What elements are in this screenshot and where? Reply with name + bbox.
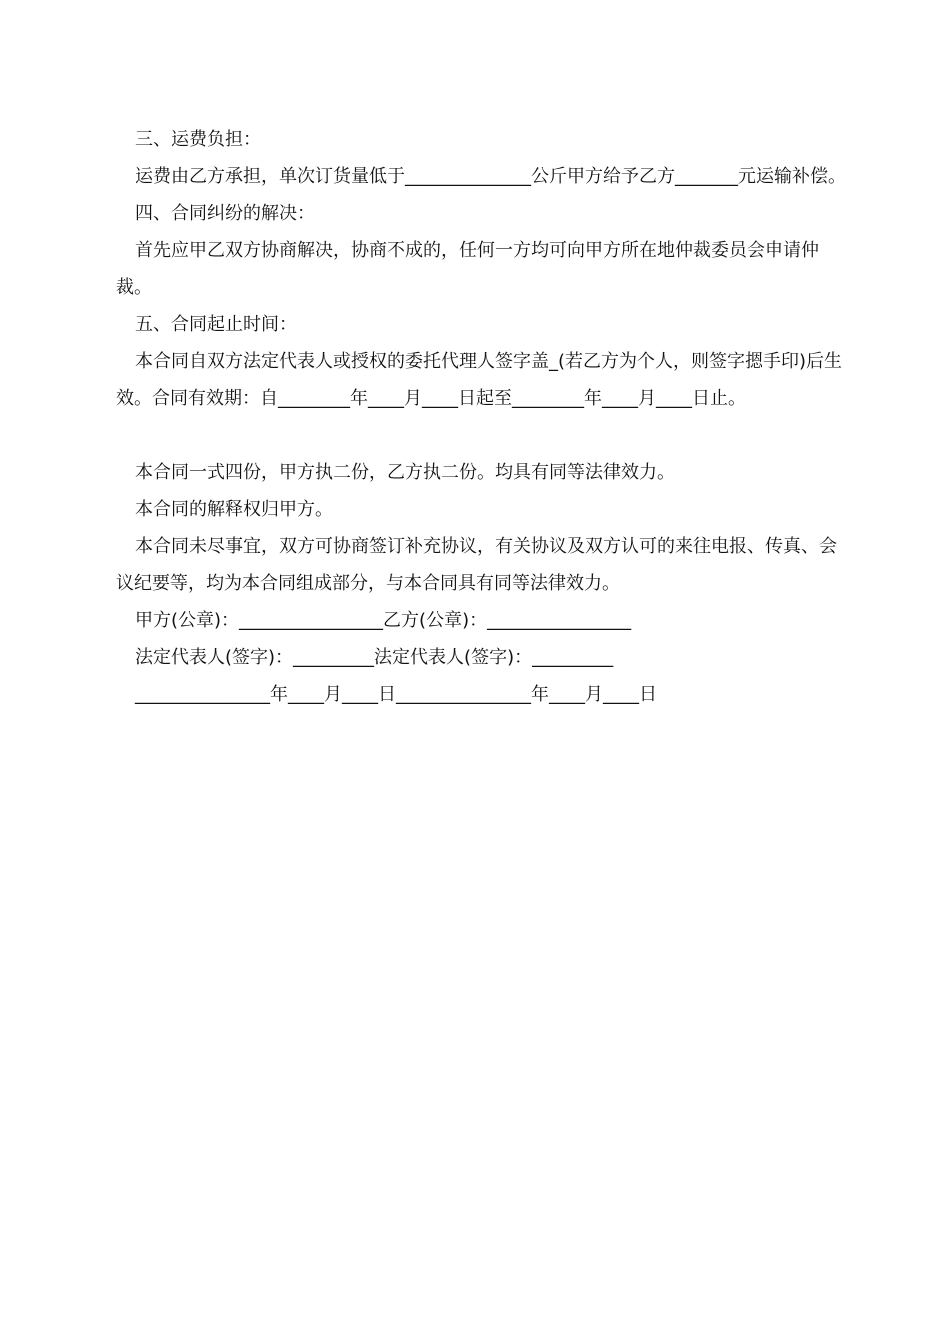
supplement-clause: 本合同未尽事宜，双方可协商签订补充协议，有关协议及双方认可的来往电报、传真、会议纪要等，均为本合同组成部分，与本合同具有同等法律效力。 [116,536,837,594]
copies-clause: 本合同一式四份，甲方执二份，乙方执二份。均具有同等法律效力。 [135,462,675,483]
paragraph-gap [116,417,846,454]
document-content [116,121,846,713]
section-3-heading: 三、运费负担： [135,129,261,150]
section-4-body: 首先应甲乙双方协商解决，协商不成的，任何一方均可向甲方所在地仲裁委员会申请仲裁。 [116,240,819,298]
section-5-body: 本合同自双方法定代表人或授权的委托代理人签字盖_(若乙方为个人，则签字摁手印)后生效。合同有效期：自________年____月____日起至________年____月____日止。 [116,351,843,409]
interpretation-clause: 本合同的解释权归甲方。 [135,499,333,520]
representative-signature-line: 法定代表人(签字)：_________法定代表人(签字)：_________ [135,647,614,668]
signing-date-line: _______________年____月____日_______________年____月____日 [135,684,657,705]
section-3-body: 运费由乙方承担，单次订货量低于______________公斤甲方给予乙方_______元运输补偿。 [135,166,846,187]
section-5-heading: 五、合同起止时间： [135,314,297,335]
seal-signature-line: 甲方(公章)：________________乙方(公章)：________________ [135,610,632,631]
section-4-heading: 四、合同纠纷的解决： [135,203,315,224]
